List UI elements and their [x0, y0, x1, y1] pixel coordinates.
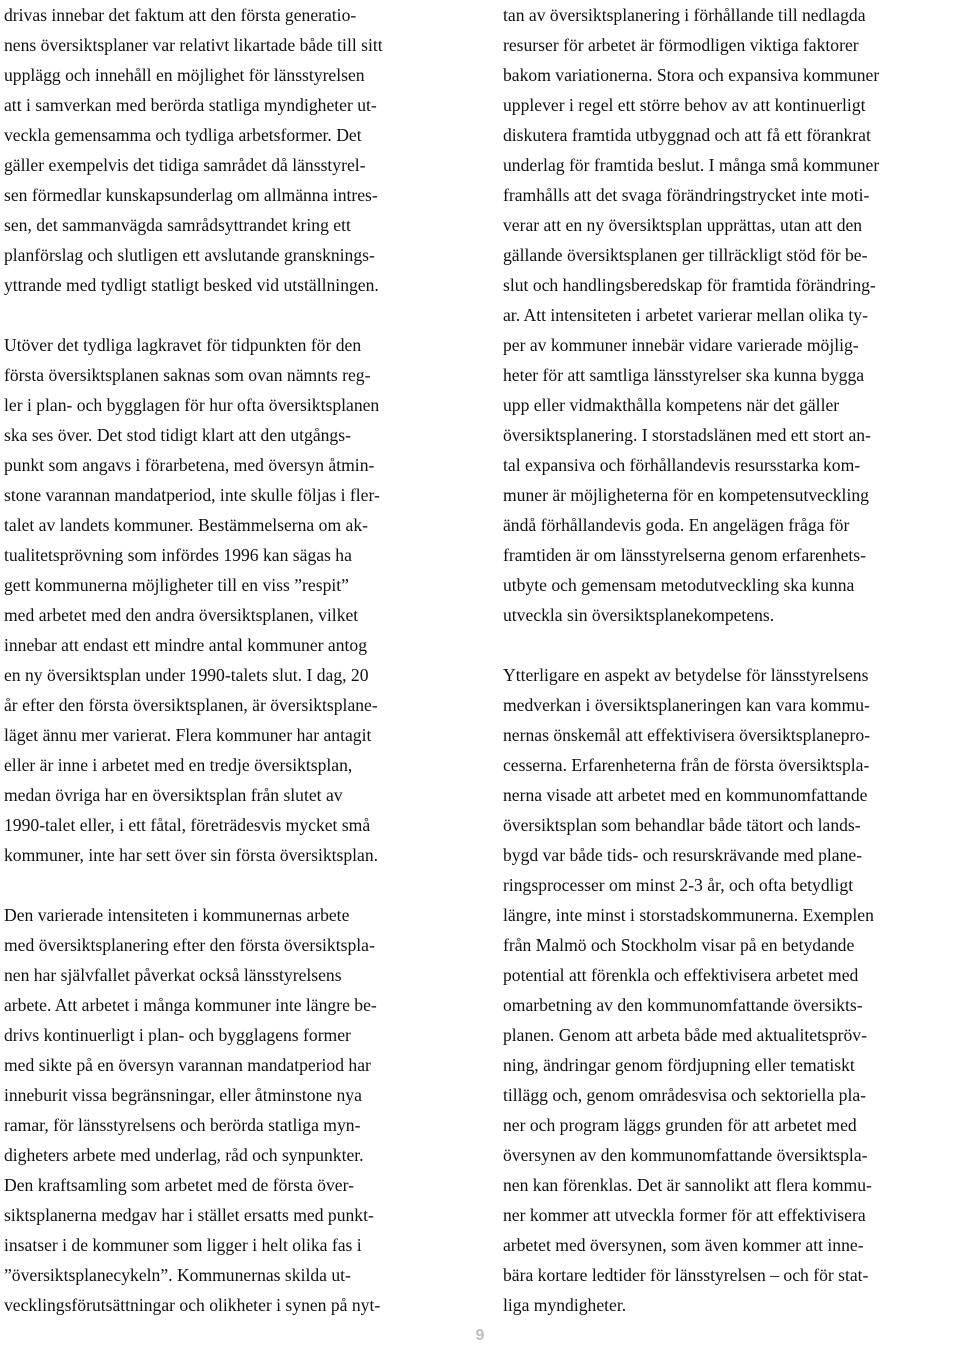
text-line: potential att förenkla och effektivisera arbetet med: [503, 965, 859, 985]
text-line: första översiktsplanen saknas som ovan nämnts reg-: [4, 365, 371, 385]
text-line: planen. Genom att arbeta både med aktualitetspröv-: [503, 1025, 867, 1045]
text-line: nernas önskemål att effektivisera översiktsplanepro-: [503, 725, 871, 745]
text-line: innebar att endast ett mindre antal kommuner antog: [4, 635, 367, 655]
text-line: upplever i regel ett större behov av att kontinuerligt: [503, 95, 866, 115]
text-line: vecklingsförutsättningar och olikheter i synen på nyt-: [4, 1295, 381, 1315]
text-line: digheters arbete med underlag, råd och synpunkter.: [4, 1145, 364, 1165]
text-line: tualitetsprövning som infördes 1996 kan sägas ha: [4, 545, 352, 565]
text-line: heter för att samtliga länsstyrelser ska kunna bygga: [503, 365, 865, 385]
text-line: arbete. Att arbetet i många kommuner inte längre be-: [4, 995, 377, 1015]
text-line: drivas innebar det faktum att den första generatio-: [4, 5, 357, 25]
text-line: utveckla sin översiktsplanekompetens.: [503, 605, 775, 625]
text-line: översiktsplan som behandlar både tätort och lands-: [503, 815, 861, 835]
text-line: upplägg och innehåll en möjlighet för länsstyrelsen: [4, 65, 365, 85]
text-line: år efter den första översiktsplanen, är översiktsplane-: [4, 695, 378, 715]
text-line: Den kraftsamling som arbetet med de första över-: [4, 1175, 354, 1195]
text-line: tillägg och, genom områdesvisa och sektoriella pla-: [503, 1085, 867, 1105]
right-column: [503, 0, 958, 1320]
text-line: gett kommunerna möjligheter till en viss ”respit”: [4, 575, 349, 595]
text-line: ”översiktsplanecykeln”. Kommunernas skilda ut-: [4, 1265, 351, 1285]
page-number: 9: [475, 1327, 485, 1344]
text-line: ramar, för länsstyrelsens och berörda statliga myn-: [4, 1115, 361, 1135]
text-line: cesserna. Erfarenheterna från de första översiktspla-: [503, 755, 870, 775]
text-line: framhålls att det svaga förändringstrycket inte moti-: [503, 185, 870, 205]
text-line: ning, ändringar genom fördjupning eller tematiskt: [503, 1055, 855, 1075]
text-line: muner är möjligheterna för en kompetensutveckling: [503, 485, 869, 505]
text-line: eller är inne i arbetet med en tredje översiktsplan,: [4, 755, 353, 775]
text-line: översiktsplanering. I storstadslänen med ett stort an-: [503, 425, 871, 445]
text-line: nen kan förenklas. Det är sannolikt att flera kommu-: [503, 1175, 872, 1195]
text-line: översynen av den kommunomfattande översiktspla-: [503, 1145, 868, 1165]
text-line: Ytterligare en aspekt av betydelse för länsstyrelsens: [503, 665, 869, 685]
text-line: sen, det sammanvägda samrådsyttrandet kring ett: [4, 215, 351, 235]
text-line: tal expansiva och förhållandevis resursstarka kom-: [503, 455, 861, 475]
text-line: punkt som angavs i förarbetena, med översyn åtmin-: [4, 455, 375, 475]
text-line: nens översiktsplaner var relativt likartade både till sitt: [4, 35, 383, 55]
text-line: inneburit vissa begränsningar, eller åtminstone nya: [4, 1085, 362, 1105]
text-line: med sikte på en översyn varannan mandatperiod har: [4, 1055, 371, 1075]
text-line: siktsplanerna medgav har i stället ersatts med punkt-: [4, 1205, 374, 1225]
text-line: medan övriga har en översiktsplan från slutet av: [4, 785, 343, 805]
text-line: diskutera framtida utbyggnad och att få ett förankrat: [503, 125, 871, 145]
text-line: drivs kontinuerligt i plan- och bygglagens former: [4, 1025, 351, 1045]
text-line: Den varierade intensiteten i kommunernas arbete: [4, 905, 350, 925]
text-line: med översiktsplanering efter den första översiktspla-: [4, 935, 375, 955]
text-line: stone varannan mandatperiod, inte skulle följas i fler-: [4, 485, 380, 505]
text-line: kommuner, inte har sett över sin första översiktsplan.: [4, 845, 379, 865]
text-line: att i samverkan med berörda statliga myndigheter ut-: [4, 95, 377, 115]
text-line: talet av landets kommuner. Bestämmelserna om ak-: [4, 515, 368, 535]
text-line: gäller exempelvis det tidiga samrådet då länsstyrel-: [4, 155, 366, 175]
text-line: ar. Att intensiteten i arbetet varierar mellan olika ty-: [503, 305, 868, 325]
text-line: yttrande med tydligt statligt besked vid utställningen.: [4, 275, 379, 295]
text-line: liga myndigheter.: [503, 1295, 627, 1315]
text-line: ringsprocesser om minst 2-3 år, och ofta betydligt: [503, 875, 854, 895]
text-line: med arbetet med den andra översiktsplanen, vilket: [4, 605, 359, 625]
text-line: verar att en ny översiktsplan upprättas, utan att den: [503, 215, 863, 235]
text-line: planförslag och slutligen ett avslutande gransknings-: [4, 245, 375, 265]
left-column: [4, 0, 466, 1320]
text-line: ner kommer att utveckla former för att effektivisera: [503, 1205, 866, 1225]
text-line: medverkan i översiktsplaneringen kan vara kommu-: [503, 695, 870, 715]
paragraph: [4, 0, 466, 300]
text-line: utbyte och gemensam metodutveckling ska kunna: [503, 575, 855, 595]
text-line: underlag för framtida beslut. I många små kommuner: [503, 155, 880, 175]
text-line: omarbetning av den kommunomfattande översikts-: [503, 995, 863, 1015]
text-line: en ny översiktsplan under 1990-talets slut. I dag, 20: [4, 665, 369, 685]
paragraph-gap: [4, 300, 466, 330]
text-line: nen har självfallet påverkat också länsstyrelsens: [4, 965, 342, 985]
text-line: 1990-talet eller, i ett fåtal, företrädesvis mycket små: [4, 815, 371, 835]
text-line: tan av översiktsplanering i förhållande till nedlagda: [503, 5, 866, 25]
text-line: resurser för arbetet är förmodligen viktiga faktorer: [503, 35, 859, 55]
paragraph-gap: [4, 870, 466, 900]
text-line: upp eller vidmakthålla kompetens när det gäller: [503, 395, 840, 415]
text-line: läget ännu mer varierat. Flera kommuner har antagit: [4, 725, 372, 745]
text-line: veckla gemensamma och tydliga arbetsformer. Det: [4, 125, 362, 145]
text-line: sen förmedlar kunskapsunderlag om allmänna intres-: [4, 185, 378, 205]
text-line: bakom variationerna. Stora och expansiva kommuner: [503, 65, 880, 85]
text-line: ler i plan- och bygglagen för hur ofta översiktsplanen: [4, 395, 380, 415]
text-line: ner och program läggs grunden för att arbetet med: [503, 1115, 857, 1135]
paragraph: [503, 660, 958, 1320]
text-line: från Malmö och Stockholm visar på en betydande: [503, 935, 855, 955]
text-line: arbetet med översynen, som även kommer att inne-: [503, 1235, 864, 1255]
text-line: bygd var både tids- och resurskrävande med plane-: [503, 845, 863, 865]
text-line: per av kommuner innebär vidare varierade möjlig-: [503, 335, 859, 355]
text-line: ska ses över. Det stod tidigt klart att den utgångs-: [4, 425, 351, 445]
paragraph: [4, 330, 466, 870]
text-line: slut och handlingsberedskap för framtida förändring-: [503, 275, 876, 295]
text-line: Utöver det tydliga lagkravet för tidpunkten för den: [4, 335, 362, 355]
paragraph: [503, 0, 958, 630]
text-line: gällande översiktsplanen ger tillräckligt stöd för be-: [503, 245, 868, 265]
paragraph: [4, 900, 466, 1320]
text-line: ändå förhållandevis goda. En angelägen fråga för: [503, 515, 850, 535]
text-line: längre, inte minst i storstadskommunerna. Exemplen: [503, 905, 874, 925]
text-line: framtiden är om länsstyrelserna genom erfarenhets-: [503, 545, 866, 565]
text-line: insatser i de kommuner som ligger i helt olika fas i: [4, 1235, 362, 1255]
paragraph-gap: [503, 630, 958, 660]
text-line: bära kortare ledtider för länsstyrelsen – och för stat-: [503, 1265, 869, 1285]
text-line: nerna visade att arbetet med en kommunomfattande: [503, 785, 868, 805]
